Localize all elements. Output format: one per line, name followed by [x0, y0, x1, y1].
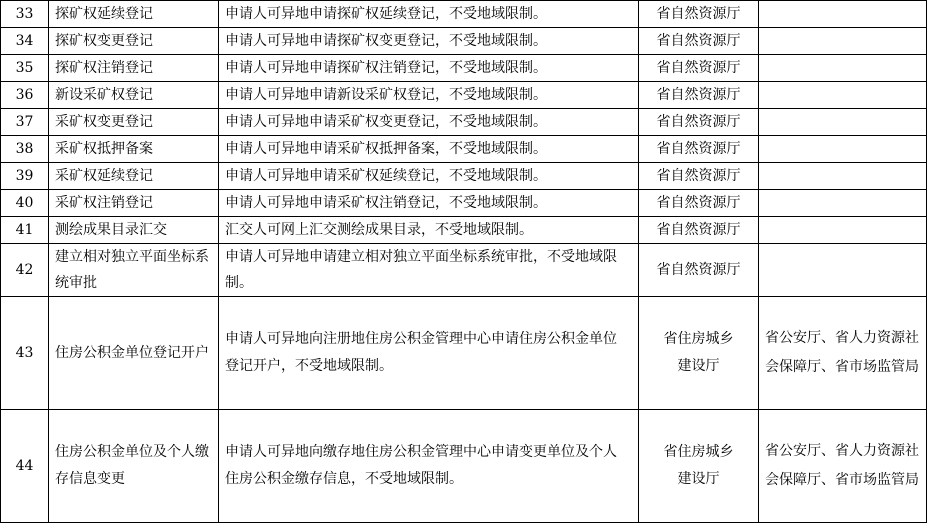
cooperating-departments — [759, 1, 927, 28]
lead-department: 省自然资源厅 — [639, 55, 759, 82]
item-description: 申请人可异地向注册地住房公积金管理中心申请住房公积金单位登记开户，不受地域限制。 — [219, 297, 639, 410]
item-name: 探矿权延续登记 — [49, 1, 219, 28]
table-row — [1, 28, 927, 55]
item-description: 申请人可异地申请采矿权抵押备案，不受地域限制。 — [219, 136, 639, 163]
row-number: 41 — [1, 217, 49, 244]
item-description: 申请人可异地申请采矿权注销登记，不受地域限制。 — [219, 190, 639, 217]
table-row — [1, 297, 927, 410]
item-name: 测绘成果目录汇交 — [49, 217, 219, 244]
item-description: 汇交人可网上汇交测绘成果目录，不受地域限制。 — [219, 217, 639, 244]
table-row — [1, 82, 927, 109]
row-number: 43 — [1, 297, 49, 410]
cooperating-departments — [759, 109, 927, 136]
item-description: 申请人可异地向缴存地住房公积金管理中心申请变更单位及个人住房公积金缴存信息，不受地域限制。 — [219, 410, 639, 523]
row-number: 35 — [1, 55, 49, 82]
row-number: 33 — [1, 1, 49, 28]
cooperating-departments — [759, 28, 927, 55]
item-name: 探矿权注销登记 — [49, 55, 219, 82]
table-row — [1, 55, 927, 82]
item-description: 申请人可异地申请建立相对独立平面坐标系统审批，不受地域限制。 — [219, 244, 639, 297]
item-name: 采矿权变更登记 — [49, 109, 219, 136]
item-description: 申请人可异地申请采矿权变更登记，不受地域限制。 — [219, 109, 639, 136]
item-description: 申请人可异地申请采矿权延续登记，不受地域限制。 — [219, 163, 639, 190]
lead-department: 省自然资源厅 — [639, 217, 759, 244]
cooperating-departments: 省公安厅、省人力资源社会保障厅、省市场监管局 — [759, 297, 927, 410]
item-name: 新设采矿权登记 — [49, 82, 219, 109]
lead-department: 省自然资源厅 — [639, 163, 759, 190]
table-row — [1, 1, 927, 28]
row-number: 36 — [1, 82, 49, 109]
item-description: 申请人可异地申请探矿权变更登记，不受地域限制。 — [219, 28, 639, 55]
row-number: 44 — [1, 410, 49, 523]
row-number: 34 — [1, 28, 49, 55]
item-description: 申请人可异地申请探矿权注销登记，不受地域限制。 — [219, 55, 639, 82]
lead-department: 省自然资源厅 — [639, 1, 759, 28]
lead-department: 省自然资源厅 — [639, 82, 759, 109]
item-name: 探矿权变更登记 — [49, 28, 219, 55]
table-row — [1, 136, 927, 163]
lead-department: 省自然资源厅 — [639, 136, 759, 163]
table-row — [1, 410, 927, 523]
cooperating-departments — [759, 163, 927, 190]
lead-department: 省自然资源厅 — [639, 28, 759, 55]
cooperating-departments — [759, 136, 927, 163]
table-row — [1, 109, 927, 136]
item-description: 申请人可异地申请探矿权延续登记，不受地域限制。 — [219, 1, 639, 28]
lead-department: 省住房城乡建设厅 — [663, 444, 734, 487]
lead-department: 省住房城乡建设厅 — [663, 331, 734, 374]
item-name: 采矿权抵押备案 — [49, 136, 219, 163]
item-name: 采矿权延续登记 — [49, 163, 219, 190]
row-number: 37 — [1, 109, 49, 136]
row-number: 39 — [1, 163, 49, 190]
lead-department: 省自然资源厅 — [639, 244, 759, 297]
items-table-body — [1, 1, 927, 523]
lead-department: 省自然资源厅 — [639, 109, 759, 136]
table-row — [1, 217, 927, 244]
table-row — [1, 190, 927, 217]
item-description: 申请人可异地申请新设采矿权登记，不受地域限制。 — [219, 82, 639, 109]
cooperating-departments — [759, 217, 927, 244]
table-row — [1, 244, 927, 297]
item-name: 建立相对独立平面坐标系统审批 — [49, 244, 219, 297]
lead-department-cell — [639, 410, 759, 523]
item-name: 采矿权注销登记 — [49, 190, 219, 217]
cooperating-departments — [759, 82, 927, 109]
table-row — [1, 163, 927, 190]
row-number: 42 — [1, 244, 49, 297]
item-name: 住房公积金单位登记开户 — [49, 297, 219, 410]
lead-department: 省自然资源厅 — [639, 190, 759, 217]
cooperating-departments — [759, 55, 927, 82]
row-number: 40 — [1, 190, 49, 217]
cooperating-departments — [759, 190, 927, 217]
lead-department-cell — [639, 297, 759, 410]
item-name: 住房公积金单位及个人缴存信息变更 — [49, 410, 219, 523]
cooperating-departments — [759, 244, 927, 297]
row-number: 38 — [1, 136, 49, 163]
cooperating-departments: 省公安厅、省人力资源社会保障厅、省市场监管局 — [759, 410, 927, 523]
